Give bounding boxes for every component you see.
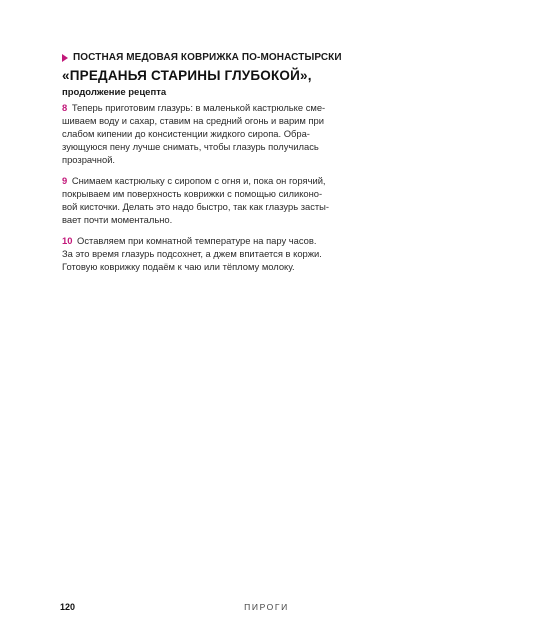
page-number: 120 (60, 602, 76, 612)
step-text-line: шиваем воду и сахар, ставим на средний огонь и варим при (62, 115, 324, 126)
step-9 (62, 174, 332, 226)
step-8 (62, 101, 332, 166)
step-text-line: вает почти моментально. (62, 214, 173, 225)
step-number: 8 (62, 102, 68, 113)
recipe-title: «ПРЕДАНЬЯ СТАРИНЫ ГЛУБОКОЙ», (62, 68, 312, 83)
step-text-line: Готовую коврижку подаём к чаю или тёплому молоку. (62, 261, 295, 272)
step-10 (62, 234, 332, 273)
step-number: 9 (62, 175, 68, 186)
recipe-kicker-text: ПОСТНАЯ МЕДОВАЯ КОВРИЖКА ПО-МОНАСТЫРСКИ (73, 52, 342, 63)
step-text-line: Теперь приготовим глазурь: в маленькой кастрюльке сме- (71, 102, 326, 113)
step-text-line: За это время глазурь подсохнет, а джем впитается в коржи. (62, 248, 322, 259)
section-title: ПИРОГИ (244, 602, 289, 612)
step-text-line: прозрачной. (62, 154, 116, 165)
step-text-line: Оставляем при комнатной температуре на пару часов. (77, 235, 317, 246)
step-text-line: слабом кипении до консистенции жидкого сиропа. Обра- (62, 128, 310, 139)
step-text-line: вой кисточки. Делать это надо быстро, так как глазурь засты- (62, 201, 330, 212)
recipe-subtitle: продолжение рецепта (62, 87, 167, 98)
triangle-bullet-icon (62, 54, 68, 62)
recipe-steps (62, 101, 332, 281)
step-text-line: покрываем им поверхность коврижки с помощью силиконо- (62, 188, 323, 199)
recipe-kicker (62, 51, 482, 64)
step-number: 10 (62, 235, 73, 246)
step-text-line: Снимаем кастрюльку с сиропом с огня и, пока он горячий, (71, 175, 326, 186)
recipe-header (62, 51, 482, 99)
step-text-line: зующуюся пену лучше снимать, чтобы глазурь получилась (62, 141, 319, 152)
